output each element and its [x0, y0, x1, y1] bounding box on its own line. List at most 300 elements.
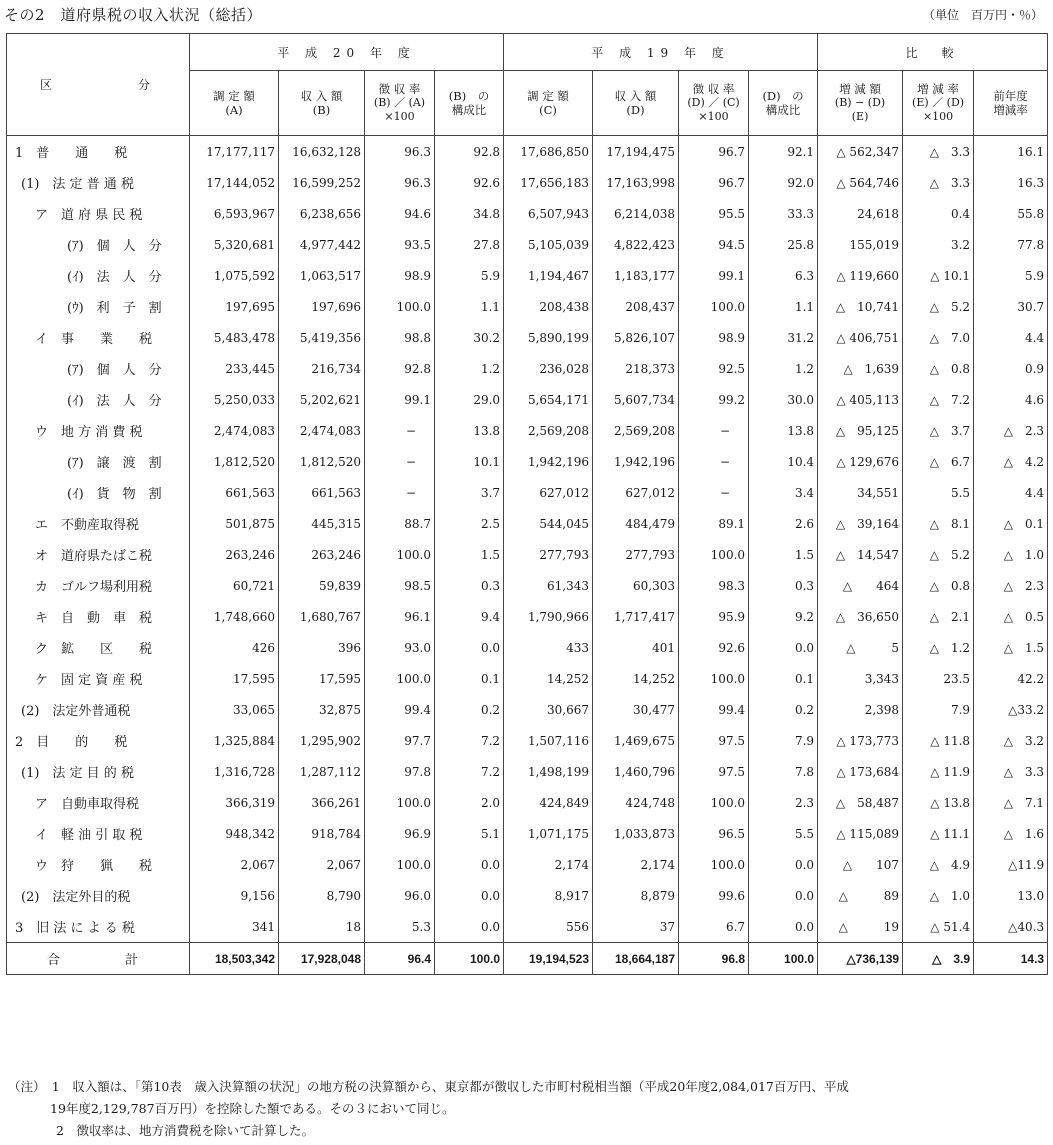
table-cell: 17,656,183 — [504, 167, 593, 198]
table-cell: 94.5 — [679, 229, 749, 260]
table-cell: △ 39,164 — [818, 508, 903, 539]
table-cell: 1,071,175 — [504, 818, 593, 849]
table-cell: − — [365, 477, 435, 508]
table-cell: △ 119,660 — [818, 260, 903, 291]
table-cell: 98.5 — [365, 570, 435, 601]
table-row — [7, 570, 1048, 601]
column-header: 前年度 増減率 — [974, 71, 1048, 136]
table-cell: 99.2 — [679, 384, 749, 415]
table-cell: △ 564,746 — [818, 167, 903, 198]
table-cell: 98.3 — [679, 570, 749, 601]
table-cell: 99.1 — [365, 384, 435, 415]
table-cell: 1.1 — [435, 291, 504, 322]
table-cell: 1,498,199 — [504, 756, 593, 787]
table-row — [7, 508, 1048, 539]
table-cell: 27.8 — [435, 229, 504, 260]
table-row — [7, 229, 1048, 260]
column-header: 増 減 率 (E) ／ (D) ×100 — [903, 71, 974, 136]
row-label: キ 自 動 車 税 — [7, 601, 190, 632]
column-header: (D) の 構成比 — [749, 71, 818, 136]
table-row — [7, 539, 1048, 570]
row-label: ウ 地 方 消 費 税 — [7, 415, 190, 446]
table-cell: △ 2.3 — [974, 415, 1048, 446]
table-row — [7, 694, 1048, 725]
table-cell: 2.3 — [749, 787, 818, 818]
table-cell: 424,748 — [593, 787, 679, 818]
table-cell: 5,607,734 — [593, 384, 679, 415]
table-cell: △40.3 — [974, 911, 1048, 943]
table-cell: 341 — [190, 911, 279, 943]
table-cell: 100.0 — [679, 291, 749, 322]
table-cell: 2.0 — [435, 787, 504, 818]
row-label: (1) 法 定 普 通 税 — [7, 167, 190, 198]
table-row — [7, 818, 1048, 849]
table-cell: 17,163,998 — [593, 167, 679, 198]
table-cell: △ 1.0 — [903, 880, 974, 911]
table-cell: 6,507,943 — [504, 198, 593, 229]
table-cell: 0.0 — [435, 911, 504, 943]
table-cell: 918,784 — [279, 818, 365, 849]
table-cell: 627,012 — [504, 477, 593, 508]
table-cell: 0.2 — [435, 694, 504, 725]
table-cell: 2.5 — [435, 508, 504, 539]
table-cell: 4,977,442 — [279, 229, 365, 260]
row-label: イ 軽 油 引 取 税 — [7, 818, 190, 849]
table-cell: △ 36,650 — [818, 601, 903, 632]
row-label: オ 道府県たばこ税 — [7, 539, 190, 570]
table-cell: 30.0 — [749, 384, 818, 415]
table-row — [7, 911, 1048, 943]
table-cell: 92.5 — [679, 353, 749, 384]
table-cell: △ 1,639 — [818, 353, 903, 384]
row-label: イ 事 業 税 — [7, 322, 190, 353]
table-cell: △ 19 — [818, 911, 903, 943]
table-cell: 366,261 — [279, 787, 365, 818]
table-cell: 5.5 — [749, 818, 818, 849]
table-cell: 1,507,116 — [504, 725, 593, 756]
row-label: 3 旧 法 に よ る 税 — [7, 911, 190, 943]
table-cell: 2,174 — [504, 849, 593, 880]
row-label: エ 不動産取得税 — [7, 508, 190, 539]
table-cell: △ 0.8 — [903, 570, 974, 601]
table-row — [7, 477, 1048, 508]
table-cell: 263,246 — [279, 539, 365, 570]
table-cell: 216,734 — [279, 353, 365, 384]
column-header: 調 定 額 (C) — [504, 71, 593, 136]
table-cell: 18,503,342 — [190, 943, 279, 975]
table-cell: 208,437 — [593, 291, 679, 322]
row-label: (2) 法定外普通税 — [7, 694, 190, 725]
table-cell: 97.5 — [679, 756, 749, 787]
table-cell: 18 — [279, 911, 365, 943]
table-cell: 661,563 — [190, 477, 279, 508]
table-cell: 7.2 — [435, 756, 504, 787]
table-cell: △ 4.2 — [974, 446, 1048, 477]
table-cell: 17,928,048 — [279, 943, 365, 975]
table-cell: 3,343 — [818, 663, 903, 694]
table-cell: 5,483,478 — [190, 322, 279, 353]
table-cell: 5.9 — [435, 260, 504, 291]
table-cell: 100.0 — [749, 943, 818, 975]
row-label: (2) 法定外目的税 — [7, 880, 190, 911]
table-cell: − — [679, 415, 749, 446]
table-cell: △ 14,547 — [818, 539, 903, 570]
row-label: (ｲ) 法 人 分 — [7, 260, 190, 291]
row-label: (ｱ) 個 人 分 — [7, 353, 190, 384]
table-cell: 0.4 — [903, 198, 974, 229]
table-cell: 60,721 — [190, 570, 279, 601]
table-cell: 33.3 — [749, 198, 818, 229]
table-cell: 100.0 — [365, 849, 435, 880]
table-cell: 96.9 — [365, 818, 435, 849]
table-row — [7, 322, 1048, 353]
table-cell: 1.1 — [749, 291, 818, 322]
column-header: 徴 収 率 (D) ／ (C) ×100 — [679, 71, 749, 136]
tax-revenue-table — [6, 33, 1048, 975]
table-cell: △ 5 — [818, 632, 903, 663]
h20-header: 平 成 20 年 度 — [190, 34, 504, 71]
table-cell: 1,063,517 — [279, 260, 365, 291]
table-cell: 23.5 — [903, 663, 974, 694]
table-cell: 97.7 — [365, 725, 435, 756]
table-cell: 6.7 — [679, 911, 749, 943]
note-2: 2 徴収率は、地方消費税を除いて計算した。 — [56, 1123, 314, 1138]
table-cell: 100.0 — [679, 787, 749, 818]
table-cell: 396 — [279, 632, 365, 663]
table-cell: 96.8 — [679, 943, 749, 975]
table-cell: △ 2.1 — [903, 601, 974, 632]
table-cell: 31.2 — [749, 322, 818, 353]
table-cell: 25.8 — [749, 229, 818, 260]
table-cell: △ 11.9 — [903, 756, 974, 787]
table-cell: 17,595 — [190, 663, 279, 694]
table-cell: 92.6 — [435, 167, 504, 198]
table-cell: 5,202,621 — [279, 384, 365, 415]
table-cell: 1.2 — [749, 353, 818, 384]
table-cell: 18,664,187 — [593, 943, 679, 975]
table-cell: △ 10,741 — [818, 291, 903, 322]
table-cell: 61,343 — [504, 570, 593, 601]
table-cell: 88.7 — [365, 508, 435, 539]
table-cell: 13.8 — [749, 415, 818, 446]
table-cell: 8,790 — [279, 880, 365, 911]
table-cell: 426 — [190, 632, 279, 663]
table-cell: 7.2 — [435, 725, 504, 756]
table-cell: △ 2.3 — [974, 570, 1048, 601]
table-cell: 1,469,675 — [593, 725, 679, 756]
table-cell: △ 173,773 — [818, 725, 903, 756]
table-cell: 366,319 — [190, 787, 279, 818]
table-cell: 17,194,475 — [593, 136, 679, 168]
table-cell: 1,295,902 — [279, 725, 365, 756]
table-cell: 89.1 — [679, 508, 749, 539]
table-cell: 95.5 — [679, 198, 749, 229]
column-header: 収 入 額 (B) — [279, 71, 365, 136]
table-cell: 4.4 — [974, 477, 1048, 508]
table-cell: 32,875 — [279, 694, 365, 725]
table-cell: 5.5 — [903, 477, 974, 508]
table-cell: 98.9 — [679, 322, 749, 353]
row-label: ク 鉱 区 税 — [7, 632, 190, 663]
table-cell: 33,065 — [190, 694, 279, 725]
table-cell: 401 — [593, 632, 679, 663]
table-cell: 0.0 — [435, 849, 504, 880]
table-cell: △ 1.0 — [974, 539, 1048, 570]
table-cell: 208,438 — [504, 291, 593, 322]
table-cell: △ 107 — [818, 849, 903, 880]
table-cell: 9.4 — [435, 601, 504, 632]
column-header: (B) の 構成比 — [435, 71, 504, 136]
row-label: カ ゴルフ場利用税 — [7, 570, 190, 601]
table-cell: 93.5 — [365, 229, 435, 260]
table-row — [7, 198, 1048, 229]
table-cell: 424,849 — [504, 787, 593, 818]
table-cell: △ 1.5 — [974, 632, 1048, 663]
table-cell: 34.8 — [435, 198, 504, 229]
table-cell: 96.0 — [365, 880, 435, 911]
table-cell: △ 562,347 — [818, 136, 903, 168]
row-label: (1) 法 定 目 的 税 — [7, 756, 190, 787]
table-cell: 92.0 — [749, 167, 818, 198]
table-cell: 2.6 — [749, 508, 818, 539]
notes — [8, 1076, 849, 1142]
table-cell: 92.8 — [435, 136, 504, 168]
table-cell: 1,748,660 — [190, 601, 279, 632]
row-label: ア 道 府 県 民 税 — [7, 198, 190, 229]
table-cell: 3.7 — [435, 477, 504, 508]
table-cell: △ 406,751 — [818, 322, 903, 353]
table-row — [7, 880, 1048, 911]
table-cell: 5,250,033 — [190, 384, 279, 415]
table-row — [7, 663, 1048, 694]
table-cell: 1,812,520 — [190, 446, 279, 477]
table-cell: 3.2 — [903, 229, 974, 260]
table-cell: 7.8 — [749, 756, 818, 787]
table-cell: 5.9 — [974, 260, 1048, 291]
table-cell: 1,316,728 — [190, 756, 279, 787]
column-header: 調 定 額 (A) — [190, 71, 279, 136]
table-cell: 16,599,252 — [279, 167, 365, 198]
table-cell: 1,680,767 — [279, 601, 365, 632]
table-cell: 6,214,038 — [593, 198, 679, 229]
table-cell: 96.7 — [679, 136, 749, 168]
table-row — [7, 601, 1048, 632]
column-header: 増 減 額 (B) − (D) (E) — [818, 71, 903, 136]
table-cell: △ 1.2 — [903, 632, 974, 663]
table-cell: 1.2 — [435, 353, 504, 384]
table-cell: 2,569,208 — [504, 415, 593, 446]
table-cell: 0.0 — [435, 632, 504, 663]
table-cell: 30.2 — [435, 322, 504, 353]
table-cell: 0.3 — [749, 570, 818, 601]
table-cell: 8,879 — [593, 880, 679, 911]
table-cell: − — [679, 477, 749, 508]
table-cell: 277,793 — [504, 539, 593, 570]
table-cell: △ 7.0 — [903, 322, 974, 353]
table-cell: 661,563 — [279, 477, 365, 508]
table-cell: 99.6 — [679, 880, 749, 911]
table-cell: 13.0 — [974, 880, 1048, 911]
table-row — [7, 167, 1048, 198]
table-cell: △ 58,487 — [818, 787, 903, 818]
table-cell: 92.8 — [365, 353, 435, 384]
table-cell: 1,325,884 — [190, 725, 279, 756]
table-cell: △ 10.1 — [903, 260, 974, 291]
table-cell: 6,593,967 — [190, 198, 279, 229]
table-cell: △11.9 — [974, 849, 1048, 880]
table-row — [7, 756, 1048, 787]
page-title: その2 道府県税の収入状況（総括） — [4, 6, 263, 24]
table-cell: − — [365, 415, 435, 446]
column-header: 収 入 額 (D) — [593, 71, 679, 136]
table-cell: 5,105,039 — [504, 229, 593, 260]
table-cell: 2,067 — [279, 849, 365, 880]
table-cell: △ 3.9 — [903, 943, 974, 975]
row-label: (ｲ) 法 人 分 — [7, 384, 190, 415]
table-cell: 236,028 — [504, 353, 593, 384]
table-cell: 17,595 — [279, 663, 365, 694]
table-cell: △ 464 — [818, 570, 903, 601]
table-cell: 6,238,656 — [279, 198, 365, 229]
table-cell: △ 3.7 — [903, 415, 974, 446]
table-cell: 1,812,520 — [279, 446, 365, 477]
table-cell: 2,067 — [190, 849, 279, 880]
table-cell: 1,287,112 — [279, 756, 365, 787]
table-cell: 16.1 — [974, 136, 1048, 168]
table-cell: 100.0 — [365, 787, 435, 818]
table-cell: △ 51.4 — [903, 911, 974, 943]
table-cell: 0.0 — [749, 632, 818, 663]
table-cell: 1,183,177 — [593, 260, 679, 291]
table-cell: 100.0 — [435, 943, 504, 975]
table-cell: 5.3 — [365, 911, 435, 943]
table-cell: 445,315 — [279, 508, 365, 539]
table-cell: 7.9 — [903, 694, 974, 725]
table-cell: 14,252 — [593, 663, 679, 694]
table-cell: 8,917 — [504, 880, 593, 911]
table-cell: 14.3 — [974, 943, 1048, 975]
table-cell: 7.9 — [749, 725, 818, 756]
table-cell: △ 5.2 — [903, 539, 974, 570]
table-row — [7, 725, 1048, 756]
table-cell: 9,156 — [190, 880, 279, 911]
table-cell: △ 0.1 — [974, 508, 1048, 539]
table-cell: 4,822,423 — [593, 229, 679, 260]
note-1: （注） 1 収入額は、「第10表 歳入決算額の状況」の地方税の決算額から、東京都が徴収した市町村税相当額（平成20年度2,084,017百万円、平成 — [8, 1079, 849, 1094]
table-row — [7, 415, 1048, 446]
table-cell: △ 115,089 — [818, 818, 903, 849]
table-cell: △ 89 — [818, 880, 903, 911]
table-cell: 17,686,850 — [504, 136, 593, 168]
table-cell: 2,398 — [818, 694, 903, 725]
table-cell: 4.6 — [974, 384, 1048, 415]
table-cell: △ 0.5 — [974, 601, 1048, 632]
h19-header: 平 成 19 年 度 — [504, 34, 818, 71]
table-cell: △736,139 — [818, 943, 903, 975]
kubun-header: 区 分 — [7, 34, 190, 136]
table-cell: 17,177,117 — [190, 136, 279, 168]
table-cell: 77.8 — [974, 229, 1048, 260]
table-cell: 29.0 — [435, 384, 504, 415]
table-cell: 92.6 — [679, 632, 749, 663]
table-cell: 92.1 — [749, 136, 818, 168]
table-row — [7, 384, 1048, 415]
table-cell: 155,019 — [818, 229, 903, 260]
table-cell: 218,373 — [593, 353, 679, 384]
table-cell: △ 6.7 — [903, 446, 974, 477]
table-cell: 1.5 — [749, 539, 818, 570]
table-cell: 16,632,128 — [279, 136, 365, 168]
table-cell: 5,826,107 — [593, 322, 679, 353]
table-cell: 5,654,171 — [504, 384, 593, 415]
table-cell: 96.4 — [365, 943, 435, 975]
row-label: 合 計 — [7, 943, 190, 975]
table-cell: 95.9 — [679, 601, 749, 632]
table-row — [7, 849, 1048, 880]
table-row — [7, 787, 1048, 818]
table-cell: 263,246 — [190, 539, 279, 570]
table-cell: 30,477 — [593, 694, 679, 725]
table-cell: 0.9 — [974, 353, 1048, 384]
table-cell: 0.0 — [749, 849, 818, 880]
table-cell: 0.1 — [435, 663, 504, 694]
table-cell: 24,618 — [818, 198, 903, 229]
table-cell: 0.0 — [749, 911, 818, 943]
table-row — [7, 632, 1048, 663]
table-cell: 1,942,196 — [504, 446, 593, 477]
row-label: (ｱ) 譲 渡 割 — [7, 446, 190, 477]
table-row — [7, 291, 1048, 322]
table-cell: 233,445 — [190, 353, 279, 384]
table-cell: 4.4 — [974, 322, 1048, 353]
table-row — [7, 353, 1048, 384]
row-label: ケ 固 定 資 産 税 — [7, 663, 190, 694]
table-cell: △ 8.1 — [903, 508, 974, 539]
table-cell: 96.5 — [679, 818, 749, 849]
table-cell: △ 129,676 — [818, 446, 903, 477]
row-label: ア 自動車取得税 — [7, 787, 190, 818]
table-cell: △ 3.2 — [974, 725, 1048, 756]
table-cell: 10.1 — [435, 446, 504, 477]
table-cell: 16.3 — [974, 167, 1048, 198]
table-cell: 2,474,083 — [279, 415, 365, 446]
table-cell: 2,569,208 — [593, 415, 679, 446]
table-cell: 544,045 — [504, 508, 593, 539]
table-cell: 13.8 — [435, 415, 504, 446]
table-cell: 501,875 — [190, 508, 279, 539]
table-cell: △ 7.2 — [903, 384, 974, 415]
table-cell: 277,793 — [593, 539, 679, 570]
table-cell: 556 — [504, 911, 593, 943]
table-cell: 93.0 — [365, 632, 435, 663]
table-cell: △ 3.3 — [974, 756, 1048, 787]
table-cell: 5,890,199 — [504, 322, 593, 353]
table-cell: 10.4 — [749, 446, 818, 477]
unit-label: （単位 百万円・％） — [922, 8, 1043, 22]
table-cell: △ 3.3 — [903, 136, 974, 168]
row-label: (ｱ) 個 人 分 — [7, 229, 190, 260]
table-cell: 197,696 — [279, 291, 365, 322]
table-cell: 627,012 — [593, 477, 679, 508]
table-cell: 60,303 — [593, 570, 679, 601]
table-cell: 197,695 — [190, 291, 279, 322]
table-cell: 2,474,083 — [190, 415, 279, 446]
table-cell: △ 0.8 — [903, 353, 974, 384]
table-cell: 37 — [593, 911, 679, 943]
table-row — [7, 446, 1048, 477]
row-label: (ｳ) 利 子 割 — [7, 291, 190, 322]
table-cell: △ 5.2 — [903, 291, 974, 322]
